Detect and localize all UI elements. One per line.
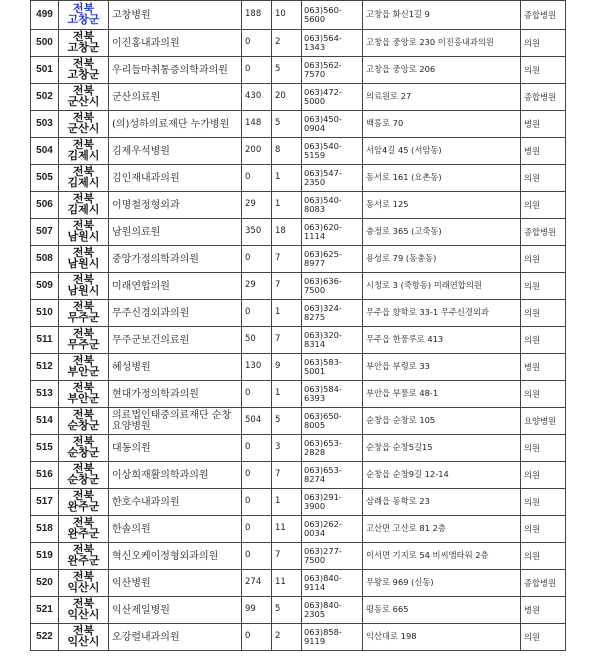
facility-name: 이진홍내과의원 [109, 30, 242, 57]
region-city: 부안군 [67, 393, 100, 405]
facility-type: 종합병원 [521, 219, 566, 246]
facility-name: 혜성병원 [109, 354, 242, 381]
table-row [31, 408, 566, 435]
row-number: 515 [31, 435, 59, 462]
doctor-count: 5 [272, 597, 302, 624]
region [59, 138, 109, 165]
address: 충정로 365 (고죽동) [363, 219, 521, 246]
table-row [31, 1, 566, 30]
row-number: 506 [31, 192, 59, 219]
region [59, 273, 109, 300]
table-row [31, 273, 566, 300]
address: 순창읍 순창5길15 [363, 435, 521, 462]
bed-count: 0 [242, 624, 272, 651]
table-row [31, 219, 566, 246]
region-city: 김제시 [67, 150, 100, 162]
region-province: 전북 [72, 220, 95, 232]
region [59, 462, 109, 489]
phone-number: 063)547-2350 [302, 165, 363, 192]
address: 백릉로 70 [363, 111, 521, 138]
table-body [31, 1, 566, 651]
row-number: 509 [31, 273, 59, 300]
region [59, 489, 109, 516]
facility-type: 의원 [521, 543, 566, 570]
region-province: 전북 [72, 517, 95, 529]
region-province: 전북 [72, 139, 95, 151]
address: 이서면 기지로 54 비씨엠타워 2층 [363, 543, 521, 570]
region-city: 순창군 [67, 447, 100, 459]
facility-name: 한호수내과의원 [109, 489, 242, 516]
phone-number: 063)324-8275 [302, 300, 363, 327]
bed-count: 188 [242, 1, 272, 30]
region [59, 435, 109, 462]
facility-name: 군산의료원 [109, 84, 242, 111]
facility-type: 의원 [521, 300, 566, 327]
region-city: 무주군 [67, 312, 100, 324]
bed-count: 130 [242, 354, 272, 381]
region [59, 165, 109, 192]
table-row [31, 489, 566, 516]
bed-count: 0 [242, 462, 272, 489]
address: 용성로 79 (동충동) [363, 246, 521, 273]
row-number: 513 [31, 381, 59, 408]
phone-number: 063)653-2828 [302, 435, 363, 462]
phone-number: 063)840-2305 [302, 597, 363, 624]
facility-type: 의원 [521, 381, 566, 408]
doctor-count: 20 [272, 84, 302, 111]
address: 부안읍 부풍로 48-1 [363, 381, 521, 408]
region-province: 전북 [72, 625, 95, 637]
region-province: 전북 [72, 247, 95, 259]
region-province: 전북 [72, 328, 95, 340]
row-number: 502 [31, 84, 59, 111]
region-province: 전북 [72, 193, 95, 205]
region-province: 전북 [72, 544, 95, 556]
facility-name: 고창병원 [109, 1, 242, 30]
facility-type: 의원 [521, 624, 566, 651]
bed-count: 29 [242, 273, 272, 300]
region-city: 김제시 [67, 204, 100, 216]
facility-name: 이명철정형외과 [109, 192, 242, 219]
doctor-count: 1 [272, 489, 302, 516]
table-row [31, 57, 566, 84]
region-city: 완주군 [67, 528, 100, 540]
phone-number: 063)562-7570 [302, 57, 363, 84]
phone-number: 063)291-3900 [302, 489, 363, 516]
facility-name: 김제우석병원 [109, 138, 242, 165]
bed-count: 504 [242, 408, 272, 435]
phone-number: 063)560-5600 [302, 1, 363, 30]
row-number: 522 [31, 624, 59, 651]
facility-type: 의원 [521, 489, 566, 516]
row-number: 510 [31, 300, 59, 327]
region-city: 고창군 [67, 42, 100, 54]
table-row [31, 165, 566, 192]
phone-number: 063)540-5159 [302, 138, 363, 165]
doctor-count: 5 [272, 111, 302, 138]
facility-type: 종합병원 [521, 1, 566, 30]
facility-type: 병원 [521, 597, 566, 624]
address: 무왕로 969 (신동) [363, 570, 521, 597]
table-row [31, 624, 566, 651]
table-row [31, 300, 566, 327]
bed-count: 0 [242, 543, 272, 570]
bed-count: 0 [242, 165, 272, 192]
phone-number: 063)858-9119 [302, 624, 363, 651]
region-province: 전북 [72, 112, 95, 124]
table-row [31, 30, 566, 57]
facility-name: 익산병원 [109, 570, 242, 597]
bed-count: 50 [242, 327, 272, 354]
phone-number: 063)653-8274 [302, 462, 363, 489]
table-row [31, 246, 566, 273]
facility-name: 의료법인태중의료재단 순창요양병원 [109, 408, 242, 435]
row-number: 514 [31, 408, 59, 435]
region-city: 익산시 [67, 582, 100, 594]
bed-count: 0 [242, 516, 272, 543]
phone-number: 063)620-1114 [302, 219, 363, 246]
phone-number: 063)277-7500 [302, 543, 363, 570]
row-number: 504 [31, 138, 59, 165]
facility-name: 오강렬내과의원 [109, 624, 242, 651]
region-city: 고창군 [67, 14, 100, 26]
region [59, 111, 109, 138]
region-city: 남원시 [67, 285, 100, 297]
facility-name: 무주신경외과의원 [109, 300, 242, 327]
bed-count: 99 [242, 597, 272, 624]
row-number: 517 [31, 489, 59, 516]
facility-name: 이상희재활의학과의원 [109, 462, 242, 489]
region-province: 전북 [72, 409, 95, 421]
facility-type: 의원 [521, 165, 566, 192]
phone-number: 063)840-9114 [302, 570, 363, 597]
address: 고창읍 화신1길 9 [363, 1, 521, 30]
doctor-count: 5 [272, 408, 302, 435]
table-row [31, 516, 566, 543]
doctor-count: 3 [272, 435, 302, 462]
bed-count: 0 [242, 246, 272, 273]
facility-type: 의원 [521, 246, 566, 273]
address: 순창읍 순창로 105 [363, 408, 521, 435]
address: 부안읍 부령로 33 [363, 354, 521, 381]
bed-count: 200 [242, 138, 272, 165]
phone-number: 063)625-8977 [302, 246, 363, 273]
region [59, 219, 109, 246]
region [59, 354, 109, 381]
doctor-count: 5 [272, 57, 302, 84]
address: 고산면 고산로 81 2층 [363, 516, 521, 543]
row-number: 507 [31, 219, 59, 246]
phone-number: 063)583-5001 [302, 354, 363, 381]
facility-type: 종합병원 [521, 570, 566, 597]
region-province: 전북 [72, 31, 95, 43]
region-city: 순창군 [67, 474, 100, 486]
region-province: 전북 [72, 355, 95, 367]
address: 시청로 3 (죽항동) 미래연합의원 [363, 273, 521, 300]
table-row [31, 381, 566, 408]
bed-count: 0 [242, 435, 272, 462]
region-province: 전북 [72, 598, 95, 610]
region [59, 300, 109, 327]
bed-count: 29 [242, 192, 272, 219]
facility-name: 혁신오케이정형외과의원 [109, 543, 242, 570]
doctor-count: 9 [272, 354, 302, 381]
facility-name: 우리들마취통증의학과의원 [109, 57, 242, 84]
region [59, 327, 109, 354]
facility-type: 의원 [521, 516, 566, 543]
doctor-count: 1 [272, 165, 302, 192]
phone-number: 063)584-6393 [302, 381, 363, 408]
region [59, 624, 109, 651]
region [59, 597, 109, 624]
facility-type: 의원 [521, 435, 566, 462]
facility-type: 병원 [521, 111, 566, 138]
bed-count: 274 [242, 570, 272, 597]
row-number: 501 [31, 57, 59, 84]
address: 익산대로 198 [363, 624, 521, 651]
facility-type: 의원 [521, 57, 566, 84]
region-city: 군산시 [67, 96, 100, 108]
row-number: 499 [31, 1, 59, 30]
region-province: 전북 [72, 571, 95, 583]
bed-count: 148 [242, 111, 272, 138]
region [59, 1, 109, 30]
region-city: 익산시 [67, 609, 100, 621]
facility-type: 의원 [521, 30, 566, 57]
bed-count: 430 [242, 84, 272, 111]
doctor-count: 7 [272, 327, 302, 354]
facility-type: 의원 [521, 327, 566, 354]
doctor-count: 7 [272, 246, 302, 273]
row-number: 520 [31, 570, 59, 597]
table-row [31, 462, 566, 489]
region-city: 남원시 [67, 231, 100, 243]
facility-type: 종합병원 [521, 84, 566, 111]
region-city: 남원시 [67, 258, 100, 270]
phone-number: 063)450-0904 [302, 111, 363, 138]
address: 무주읍 한풍루로 413 [363, 327, 521, 354]
facility-name: 한솔의원 [109, 516, 242, 543]
doctor-count: 11 [272, 516, 302, 543]
row-number: 508 [31, 246, 59, 273]
facility-name: 익산제일병원 [109, 597, 242, 624]
facility-type: 요양병원 [521, 408, 566, 435]
region [59, 192, 109, 219]
address: 고창읍 중앙로 206 [363, 57, 521, 84]
region-province: 전북 [72, 382, 95, 394]
facility-name: 미래연합의원 [109, 273, 242, 300]
table-row [31, 435, 566, 462]
table-row [31, 354, 566, 381]
region-city: 부안군 [67, 366, 100, 378]
facility-name: 무주군보건의료원 [109, 327, 242, 354]
region-province: 전북 [72, 58, 95, 70]
region [59, 30, 109, 57]
region [59, 84, 109, 111]
region-city: 군산시 [67, 123, 100, 135]
table-row [31, 597, 566, 624]
facility-name: 현대가정의학과의원 [109, 381, 242, 408]
facility-type: 병원 [521, 354, 566, 381]
region [59, 246, 109, 273]
doctor-count: 18 [272, 219, 302, 246]
table-row [31, 327, 566, 354]
address: 동서로 125 [363, 192, 521, 219]
table-row [31, 84, 566, 111]
doctor-count: 1 [272, 300, 302, 327]
table-row [31, 543, 566, 570]
phone-number: 063)650-8005 [302, 408, 363, 435]
address: 의료원로 27 [363, 84, 521, 111]
phone-number: 063)564-1343 [302, 30, 363, 57]
facility-name: 중앙가정의학과의원 [109, 246, 242, 273]
address: 고창읍 중앙로 230 이진홍내과의원 [363, 30, 521, 57]
region-province: 전북 [72, 3, 95, 15]
address: 동서로 161 (요촌동) [363, 165, 521, 192]
region-province: 전북 [72, 85, 95, 97]
doctor-count: 10 [272, 1, 302, 30]
doctor-count: 7 [272, 273, 302, 300]
doctor-count: 7 [272, 543, 302, 570]
address: 무주읍 향학로 33-1 무주신경외과 [363, 300, 521, 327]
row-number: 519 [31, 543, 59, 570]
address: 삼례읍 동학로 23 [363, 489, 521, 516]
address: 서암4길 45 (서암동) [363, 138, 521, 165]
bed-count: 0 [242, 57, 272, 84]
doctor-count: 11 [272, 570, 302, 597]
row-number: 518 [31, 516, 59, 543]
table-row [31, 570, 566, 597]
doctor-count: 2 [272, 30, 302, 57]
row-number: 521 [31, 597, 59, 624]
phone-number: 063)320-8314 [302, 327, 363, 354]
doctor-count: 8 [272, 138, 302, 165]
row-number: 516 [31, 462, 59, 489]
bed-count: 0 [242, 381, 272, 408]
facility-name: 김인재내과의원 [109, 165, 242, 192]
doctor-count: 2 [272, 624, 302, 651]
row-number: 500 [31, 30, 59, 57]
bed-count: 350 [242, 219, 272, 246]
facility-type: 의원 [521, 192, 566, 219]
region-city: 완주군 [67, 501, 100, 513]
bed-count: 0 [242, 30, 272, 57]
row-number: 503 [31, 111, 59, 138]
phone-number: 063)540-8083 [302, 192, 363, 219]
region-province: 전북 [72, 301, 95, 313]
facility-name: (의)성하의료재단 누가병원 [109, 111, 242, 138]
region-province: 전북 [72, 274, 95, 286]
phone-number: 063)262-0034 [302, 516, 363, 543]
phone-number: 063)636-7500 [302, 273, 363, 300]
table-row [31, 192, 566, 219]
row-number: 505 [31, 165, 59, 192]
table-row [31, 138, 566, 165]
region-province: 전북 [72, 166, 95, 178]
facility-name: 남원의료원 [109, 219, 242, 246]
region [59, 516, 109, 543]
table-row [31, 111, 566, 138]
phone-number: 063)472-5000 [302, 84, 363, 111]
region [59, 57, 109, 84]
region-city: 익산시 [67, 636, 100, 648]
doctor-count: 1 [272, 381, 302, 408]
row-number: 512 [31, 354, 59, 381]
address: 평동로 665 [363, 597, 521, 624]
doctor-count: 7 [272, 462, 302, 489]
region-city: 무주군 [67, 339, 100, 351]
facility-type: 의원 [521, 273, 566, 300]
doctor-count: 1 [272, 192, 302, 219]
bed-count: 0 [242, 300, 272, 327]
region-province: 전북 [72, 490, 95, 502]
facility-type: 병원 [521, 138, 566, 165]
region [59, 408, 109, 435]
region [59, 570, 109, 597]
facility-type: 의원 [521, 462, 566, 489]
region-city: 완주군 [67, 555, 100, 567]
address: 순창읍 순창9길 12-14 [363, 462, 521, 489]
region [59, 381, 109, 408]
facility-name: 대동의원 [109, 435, 242, 462]
region-province: 전북 [72, 436, 95, 448]
hospital-list-table [30, 0, 566, 651]
row-number: 511 [31, 327, 59, 354]
region [59, 543, 109, 570]
region-city: 순창군 [67, 420, 100, 432]
bed-count: 0 [242, 489, 272, 516]
region-province: 전북 [72, 463, 95, 475]
region-city: 김제시 [67, 177, 100, 189]
region-city: 고창군 [67, 69, 100, 81]
